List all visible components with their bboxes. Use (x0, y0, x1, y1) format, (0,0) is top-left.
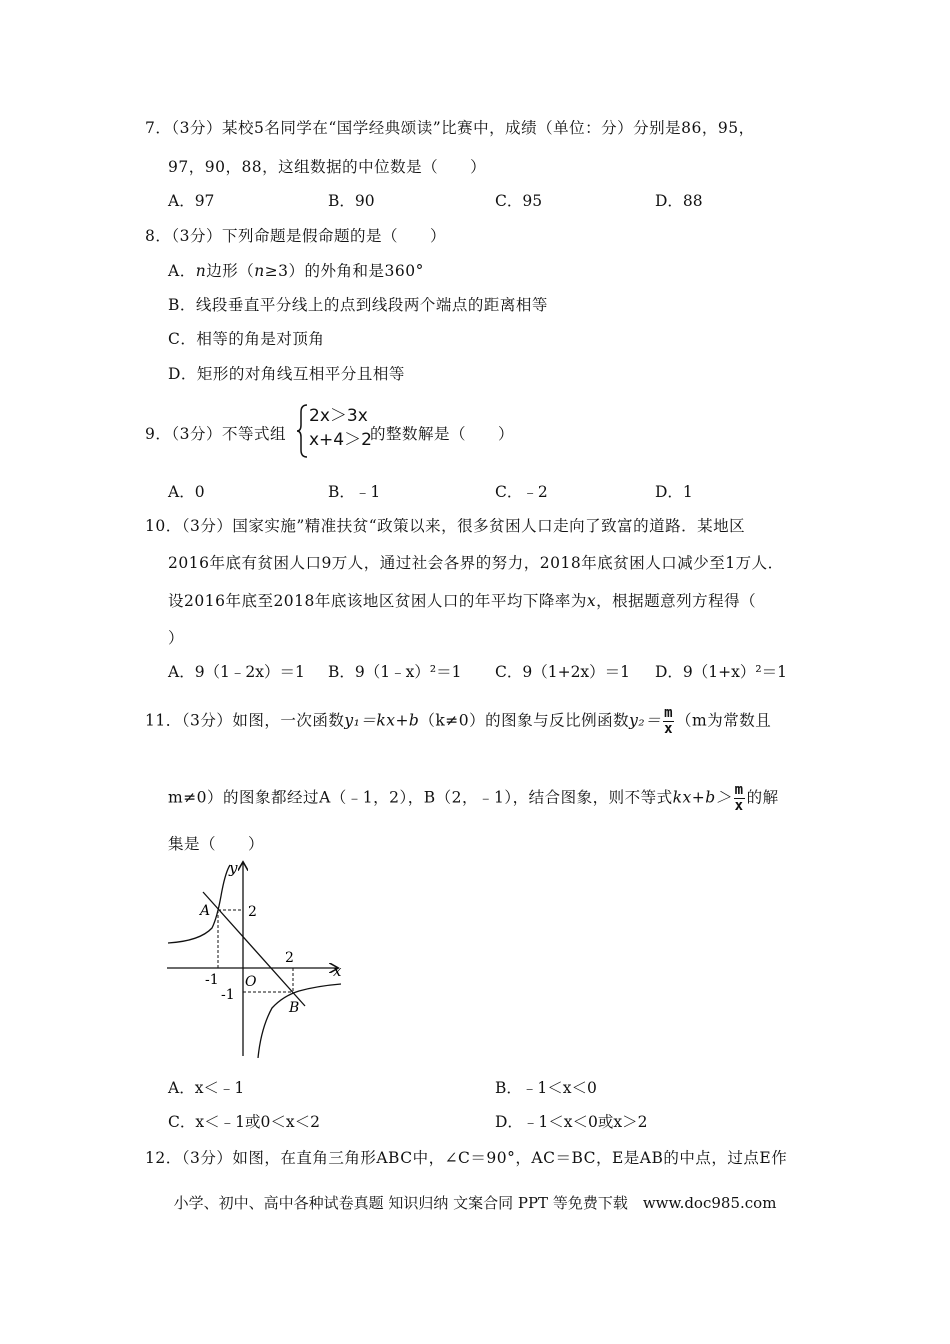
origin-label: O (245, 974, 257, 990)
x-axis-label: x (333, 962, 342, 980)
q7-line1: 7．（3分）某校5名同学在“国学经典颂读”比赛中，成绩（单位：分）分别是86，95， (145, 119, 755, 137)
q8-option-d: D．矩形的对角线互相平分且相等 (168, 365, 405, 383)
q11-line3: 集是（ ） (168, 835, 265, 853)
q9-option-a: A．0 (168, 483, 205, 501)
q7-option-c: C．95 (495, 192, 543, 210)
q7-option-d: D．88 (655, 192, 703, 210)
y-axis-label: y (229, 859, 238, 877)
q10-option-b: B．9（1﹣x）²＝1 (328, 663, 462, 681)
q11-function-graph (165, 858, 350, 1062)
q7-line2: 97，90，88，这组数据的中位数是（ ） (168, 158, 487, 176)
tick-y-2: 2 (248, 904, 257, 920)
q9-option-b: B．﹣1 (328, 483, 381, 501)
q11-line1: 11．（3分）如图，一次函数y₁＝kx+b（k≠0）的图象与反比例函数y₂＝ $\frac{m}{x}$ （m为常数且 (145, 705, 772, 737)
hyperbola-branch-left (168, 865, 230, 943)
q9-inequality-system (309, 404, 372, 452)
tick-y-neg1: -1 (221, 987, 235, 1003)
tick-x-neg1: -1 (205, 972, 219, 988)
q8-stem: 8．（3分）下列命题是假命题的是（ ） (145, 227, 446, 245)
q12-line1: 12．（3分）如图，在直角三角形ABC中，∠C＝90°，AC＝BC，E是AB的中点，过点E作 (145, 1149, 788, 1167)
point-b-label: B (289, 1000, 300, 1016)
q11-line2: m≠0）的图象都经过A（﹣1，2），B（2，﹣1），结合图象，则不等式kx+b＞ $\frac{m}{x}$ 的解 (168, 782, 779, 814)
q11-option-c: C．x＜﹣1或0＜x＜2 (168, 1113, 320, 1131)
q11-fraction-m-over-x-2: $\frac{m}{x}$ (734, 782, 744, 814)
q10-option-a: A．9（1﹣2x）＝1 (168, 663, 305, 681)
q11-option-d: D．﹣1＜x＜0或x＞2 (495, 1113, 648, 1131)
q8-option-b: B．线段垂直平分线上的点到线段两个端点的距离相等 (168, 296, 548, 314)
page-footer: 小学、初中、高中各种试卷真题 知识归纳 文案合同 PPT 等免费下载 www.doc985.com (173, 1194, 777, 1212)
q9-stem-post: 的整数解是（ ） (370, 425, 515, 443)
q11-option-a: A．x＜﹣1 (168, 1079, 245, 1097)
tick-x-2: 2 (285, 950, 294, 966)
q10-option-d: D．9（1+x）²＝1 (655, 663, 787, 681)
q10-line3: 设2016年底至2018年底该地区贫困人口的年平均下降率为x，根据题意列方程得（ (168, 592, 757, 610)
q7-option-a: A．97 (168, 192, 215, 210)
q8-option-c: C．相等的角是对顶角 (168, 330, 325, 348)
q7-option-b: B．90 (328, 192, 375, 210)
q9-inequality-2: x+4＞2 (309, 430, 372, 450)
q11-option-b: B．﹣1＜x＜0 (495, 1079, 597, 1097)
hyperbola-branch-right (258, 984, 341, 1058)
point-a-label: A (200, 903, 211, 919)
q10-line4: ） (168, 629, 185, 647)
q8-option-a: A．n边形（n≥3）的外角和是360° (168, 262, 424, 280)
q9-stem-pre: 9．（3分）不等式组 (145, 425, 286, 443)
q9-inequality-1: 2x＞3x (309, 406, 368, 426)
q10-line1: 10．（3分）国家实施”精准扶贫“政策以来，很多贫困人口走向了致富的道路．某地区 (145, 517, 746, 535)
q10-option-c: C．9（1+2x）＝1 (495, 663, 631, 681)
q10-line2: 2016年底有贫困人口9万人，通过社会各界的努力，2018年底贫困人口减少至1万人． (168, 554, 784, 572)
q9-brace (296, 404, 308, 462)
q9-option-d: D．1 (655, 483, 693, 501)
q11-fraction-m-over-x: $\frac{m}{x}$ (664, 705, 674, 737)
q9-option-c: C．﹣2 (495, 483, 548, 501)
